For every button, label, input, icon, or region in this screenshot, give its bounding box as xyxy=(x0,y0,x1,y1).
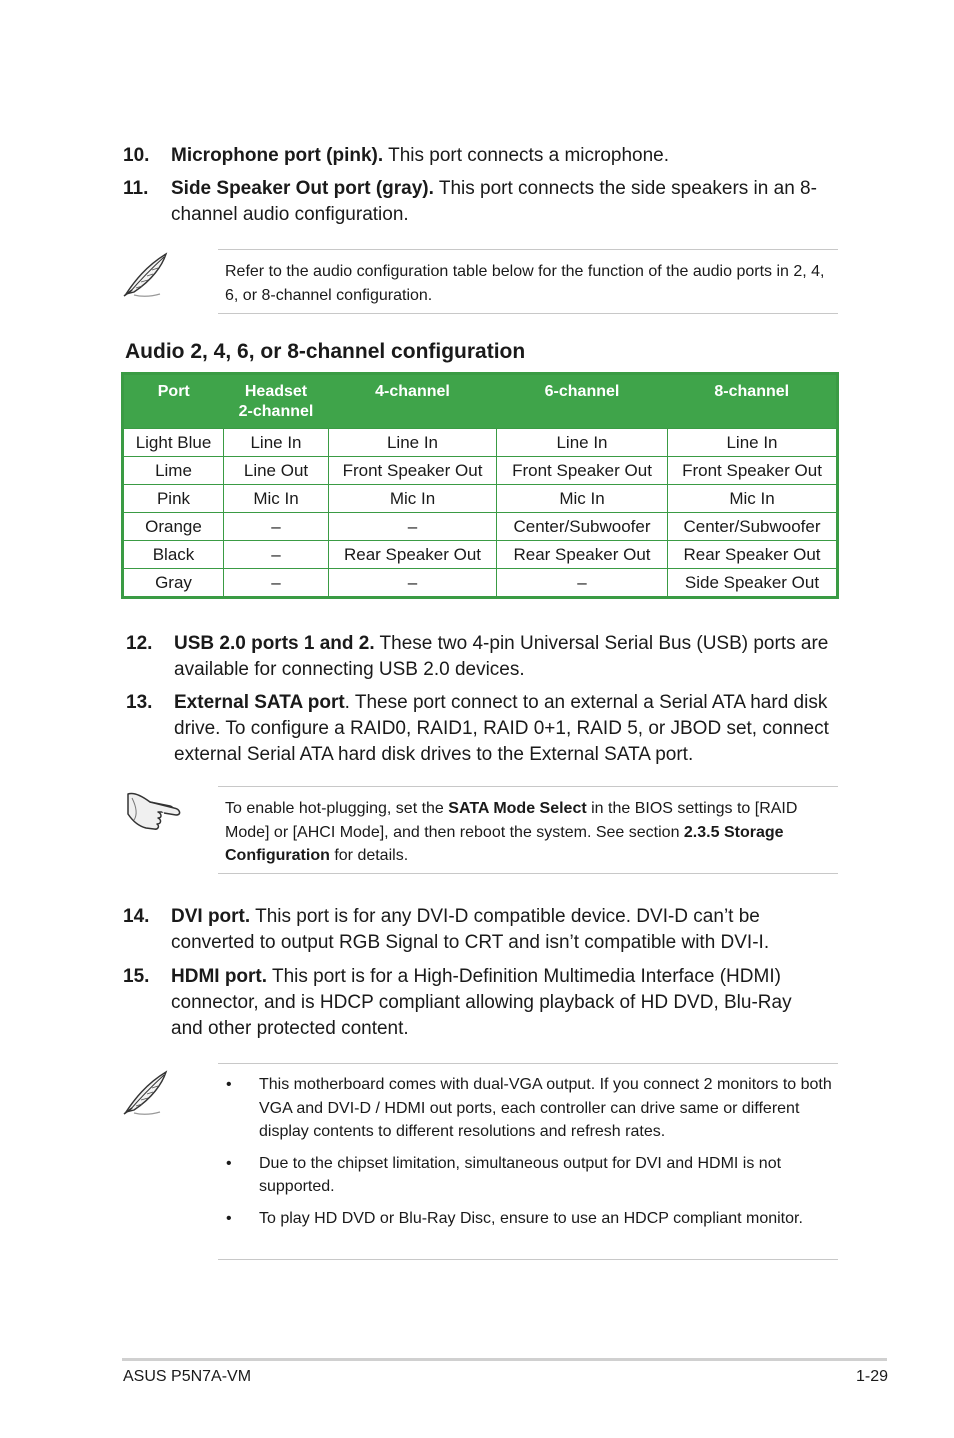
table-row xyxy=(123,569,838,598)
table-cell: Orange xyxy=(123,513,224,541)
table-row xyxy=(123,513,838,541)
list-item-11 xyxy=(123,176,843,228)
note-bullet-list xyxy=(218,1064,838,1230)
bullet-icon: • xyxy=(226,1154,232,1172)
table-row xyxy=(123,485,838,513)
bullet-icon: • xyxy=(226,1209,232,1227)
note-box xyxy=(218,249,838,314)
item-number: 14. xyxy=(123,906,150,927)
header-port: Port xyxy=(123,374,224,429)
list-item xyxy=(218,1152,838,1199)
item-number: 11. xyxy=(123,178,149,199)
table-cell: – xyxy=(329,569,497,598)
item-number: 10. xyxy=(123,145,150,166)
item-text: This port is for a High-Definition Multimedia Interface (HDMI) connector, and is HDCP compliant allowing playback of HD DVD, Blu-Ray and other protected content. xyxy=(171,966,792,1039)
item-heading: Microphone port (pink). xyxy=(171,145,384,166)
header-headset-2-channel: Headset 2-channel xyxy=(224,374,329,429)
header-6-channel: 6-channel xyxy=(497,374,668,429)
table-header-row xyxy=(123,374,838,429)
bullet-text: To play HD DVD or Blu-Ray Disc, ensure to use an HDCP compliant monitor. xyxy=(259,1209,803,1227)
table-cell: Front Speaker Out xyxy=(497,457,668,485)
table-cell: Side Speaker Out xyxy=(668,569,838,598)
note-bold-setting: SATA Mode Select xyxy=(448,800,587,817)
item-number: 12. xyxy=(126,633,153,654)
table-cell: Lime xyxy=(123,457,224,485)
table-cell: Line In xyxy=(497,429,668,457)
note-text xyxy=(218,787,838,868)
table-cell: Line In xyxy=(668,429,838,457)
table-cell: Line In xyxy=(224,429,329,457)
table-cell: Front Speaker Out xyxy=(329,457,497,485)
table-cell: Line Out xyxy=(224,457,329,485)
item-text: This port connects a microphone. xyxy=(383,145,670,166)
table-cell: Rear Speaker Out xyxy=(329,541,497,569)
quill-pen-icon xyxy=(120,248,172,300)
item-number: 13. xyxy=(126,692,153,713)
list-item-15 xyxy=(123,964,843,1042)
item-number: 15. xyxy=(123,966,150,987)
note-bold-section: 2.3.5 Storage Configuration xyxy=(225,823,784,864)
footer-divider xyxy=(122,1358,887,1361)
list-item-13 xyxy=(126,690,846,768)
table-cell: Mic In xyxy=(329,485,497,513)
item-heading: DVI port. xyxy=(171,906,251,927)
table-cell: Light Blue xyxy=(123,429,224,457)
bullet-icon: • xyxy=(226,1076,232,1093)
table-cell: – xyxy=(224,569,329,598)
list-item xyxy=(218,1073,838,1144)
table-cell: Black xyxy=(123,541,224,569)
table-cell: – xyxy=(224,541,329,569)
table-cell: Rear Speaker Out xyxy=(668,541,838,569)
table-cell: – xyxy=(497,569,668,598)
table-title: Audio 2, 4, 6, or 8-channel configuration xyxy=(125,340,526,363)
header-8-channel: 8-channel xyxy=(668,374,838,429)
table-cell: Gray xyxy=(123,569,224,598)
item-text: This port is for any DVI-D compatible device. DVI-D can’t be converted to output RGB Signal to CRT and isn’t compatible with DVI-I. xyxy=(171,906,770,953)
table-cell: Rear Speaker Out xyxy=(497,541,668,569)
table-row xyxy=(123,541,838,569)
item-heading: Side Speaker Out port (gray). xyxy=(171,178,434,199)
table-cell: Mic In xyxy=(668,485,838,513)
bullet-text: This motherboard comes with dual-VGA output. If you connect 2 monitors to both VGA and DVI-D / HDMI out ports, each controller can drive same or different display contents to different resolutions and refresh rates. xyxy=(259,1076,832,1140)
table-cell: Front Speaker Out xyxy=(668,457,838,485)
table-cell: – xyxy=(224,513,329,541)
table-row xyxy=(123,429,838,457)
table-cell: Mic In xyxy=(224,485,329,513)
note-text: Refer to the audio configuration table below for the function of the audio ports in 2, 4, 6, or 8-channel configuration. xyxy=(225,263,825,304)
item-heading: External SATA port xyxy=(174,692,345,713)
note-text-part: in the BIOS settings to [RAID Mode] or [AHCI Mode], and then reboot the system. See section xyxy=(225,800,798,841)
table-cell: Line In xyxy=(329,429,497,457)
item-text: This port connects the side speakers in an 8-channel audio configuration. xyxy=(171,178,817,225)
item-heading: USB 2.0 ports 1 and 2. xyxy=(174,633,375,654)
note-box xyxy=(218,786,838,874)
list-item-12 xyxy=(126,631,846,683)
note-text-part: To enable hot-plugging, set the xyxy=(225,800,449,817)
bullet-text: Due to the chipset limitation, simultaneous output for DVI and HDMI is not supported. xyxy=(259,1154,782,1195)
list-item-10 xyxy=(123,143,843,169)
pointing-hand-icon xyxy=(124,784,186,834)
list-item xyxy=(218,1207,838,1231)
table-row xyxy=(123,457,838,485)
table-cell: Center/Subwoofer xyxy=(497,513,668,541)
table-cell: Mic In xyxy=(497,485,668,513)
note-text-part: for details. xyxy=(329,847,409,864)
table-cell: – xyxy=(329,513,497,541)
list-item-14 xyxy=(123,904,843,956)
footer-model: ASUS P5N7A-VM xyxy=(123,1368,252,1385)
header-4-channel: 4-channel xyxy=(329,374,497,429)
audio-config-table xyxy=(121,372,839,599)
table-cell: Pink xyxy=(123,485,224,513)
page-number: 1-29 xyxy=(855,1368,888,1385)
table-cell: Center/Subwoofer xyxy=(668,513,838,541)
item-text: . These port connect to an external a Serial ATA hard disk drive. To configure a RAID0, RAID1, RAID 0+1, RAID 5, or JBOD set, connect external Serial ATA hard disk drives to the External SATA port. xyxy=(174,692,829,765)
item-heading: HDMI port. xyxy=(171,966,268,987)
note-box xyxy=(218,1063,838,1260)
item-text: These two 4-pin Universal Serial Bus (USB) ports are available for connecting USB 2.0 devices. xyxy=(174,633,829,680)
quill-pen-icon xyxy=(120,1066,172,1118)
